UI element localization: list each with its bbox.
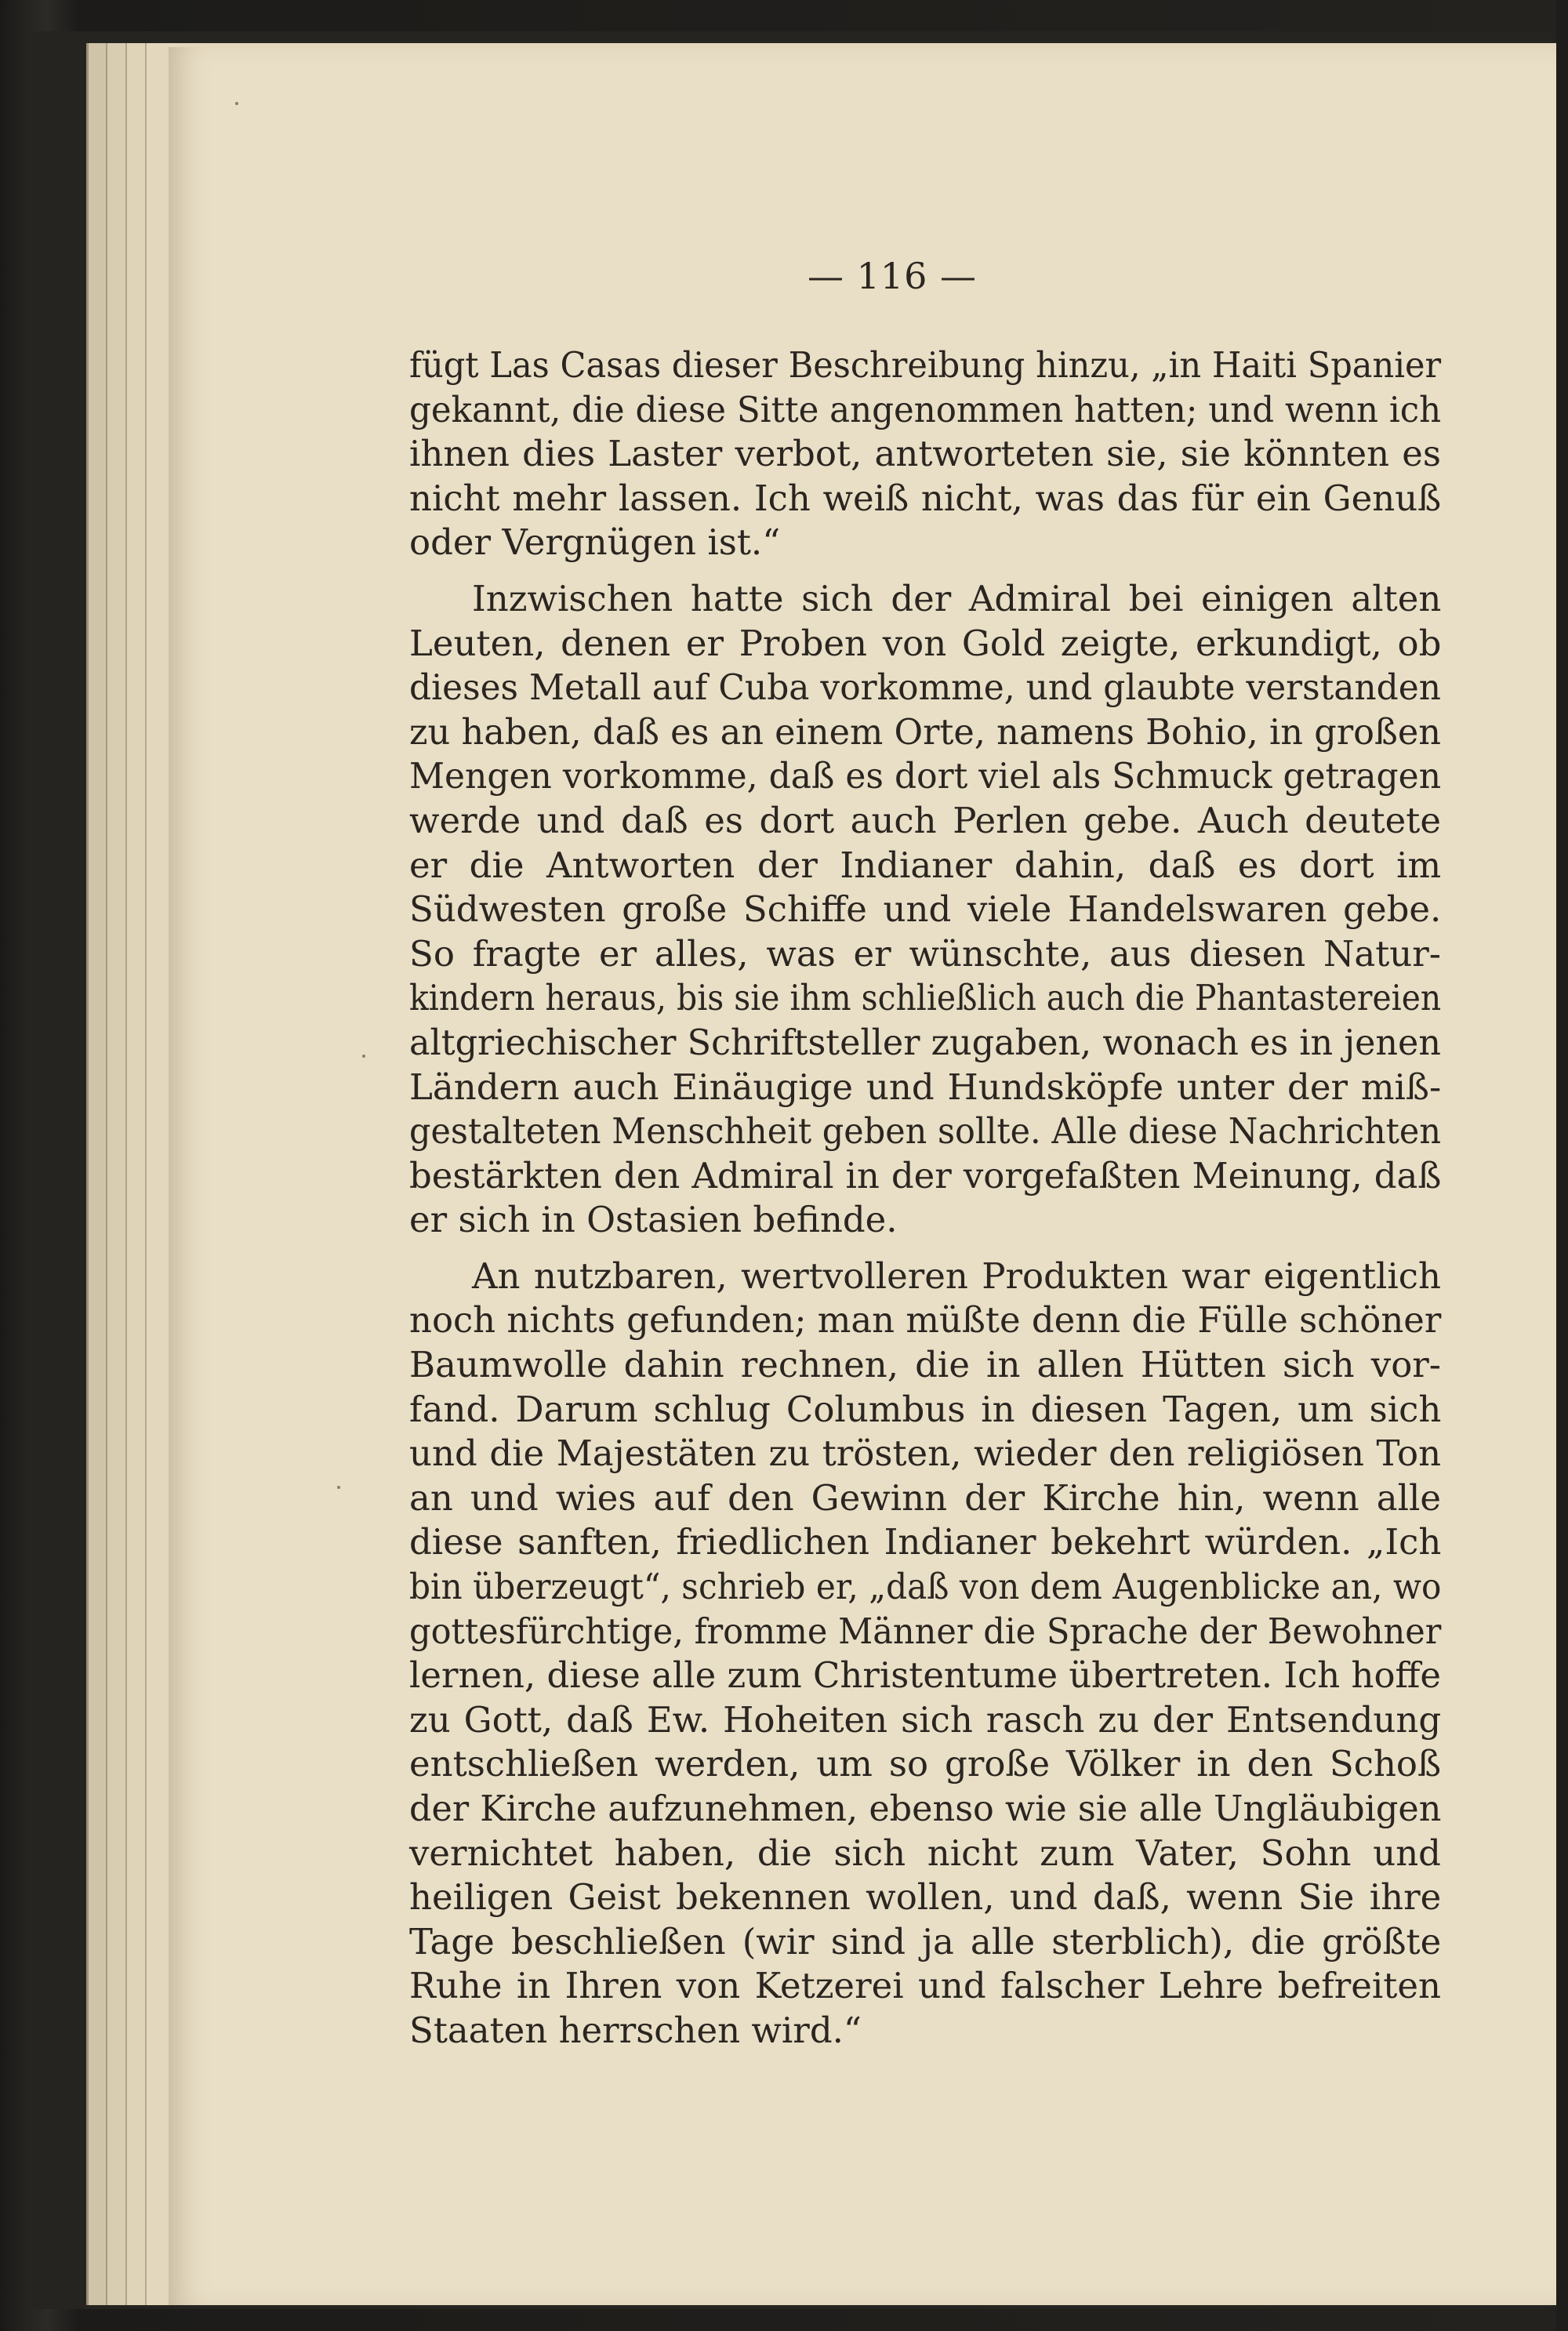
text-line: an und wies auf den Gewinn der Kirche hin, wenn alle: [409, 1476, 1441, 1519]
text-line: oder Vergnügen ist.“: [409, 521, 781, 564]
text-line: fand. Darum schlug Columbus in diesen Tagen, um sich: [409, 1388, 1442, 1430]
paper-speck: [362, 1055, 365, 1058]
text-line: zu haben, daß es an einem Orte, namens Bohio, in großen: [409, 710, 1441, 753]
text-line: Südwesten große Schiffe und viele Handelswaren gebe.: [409, 888, 1442, 931]
text-line: heiligen Geist bekennen wollen, und daß, wenn Sie ihre: [409, 1876, 1442, 1919]
text-line: bin überzeugt“, schrieb er, „daß von dem Augenblicke an, wo: [409, 1566, 1442, 1608]
page-number: — 116 —: [808, 255, 978, 297]
text-line: altgriechischer Schriftsteller zugaben, wonach es in jenen: [409, 1021, 1442, 1063]
text-line: zu Gott, daß Ew. Hoheiten sich rasch zu der Entsendung: [409, 1698, 1442, 1741]
paragraph-1: [409, 343, 1441, 565]
body-text: [409, 343, 1441, 2053]
paper-speck: [337, 1486, 340, 1489]
text-line: er die Antworten der Indianer dahin, daß es dort im: [409, 844, 1442, 886]
text-line: noch nichts gefunden; man müßte denn die Fülle schöner: [409, 1299, 1442, 1342]
text-line: Staaten herrschen wird.“: [409, 2009, 862, 2051]
text-line: Mengen vorkomme, daß es dort viel als Schmuck getragen: [409, 755, 1442, 797]
text-line: Ruhe in Ihren von Ketzerei und falscher Lehre befreiten: [409, 1965, 1441, 2007]
scan-right-edge: [1556, 0, 1568, 2331]
text-line: Ländern auch Einäugige und Hundsköpfe unter der miß-: [409, 1066, 1442, 1108]
paragraph-2: [409, 577, 1441, 1243]
text-line: diese sanften, friedlichen Indianer bekehrt würden. „Ich: [409, 1521, 1442, 1563]
text-line: nicht mehr lassen. Ich weiß nicht, was das für ein Genuß: [409, 477, 1442, 519]
text-line: er sich in Ostasien befinde.: [409, 1199, 898, 1241]
text-line: Baumwolle dahin rechnen, die in allen Hütten sich vor-: [409, 1344, 1441, 1386]
text-line: vernichtet haben, die sich nicht zum Vater, Sohn und: [409, 1832, 1441, 1874]
text-line: und die Majestäten zu trösten, wieder den religiösen Ton: [409, 1432, 1442, 1475]
text-line: bestärkten den Admiral in der vorgefaßten Meinung, daß: [409, 1154, 1442, 1196]
text-line: Tage beschließen (wir sind ja alle sterblich), die größte: [409, 1920, 1442, 1962]
text-line: gottesfürchtige, fromme Männer die Sprache der Bewohner: [409, 1610, 1442, 1652]
text-line: lernen, diese alle zum Christentume übertreten. Ich hoffe: [409, 1654, 1442, 1697]
paper-speck: [235, 102, 238, 105]
text-line: entschließen werden, um so große Völker in den Schoß: [409, 1743, 1442, 1785]
text-line: An nutzbaren, wertvolleren Produkten war eigentlich: [472, 1254, 1441, 1297]
paragraph-3: [409, 1254, 1441, 2053]
text-line: kindern heraus, bis sie ihm schließlich auch die Phantastereien: [409, 977, 1442, 1019]
text-line: der Kirche aufzunehmen, ebenso wie sie alle Ungläubigen: [409, 1788, 1442, 1829]
text-line: ihnen dies Laster verbot, antworteten sie, sie könnten es: [409, 433, 1441, 475]
text-line: gekannt, die diese Sitte angenommen hatten; und wenn ich: [409, 388, 1442, 430]
text-line: gestalteten Menschheit geben sollte. Alle diese Nachrichten: [409, 1110, 1441, 1153]
text-line: Inzwischen hatte sich der Admiral bei einigen alten: [472, 577, 1442, 619]
text-line: werde und daß es dort auch Perlen gebe. Auch deutete: [409, 799, 1441, 841]
text-line: fügt Las Casas dieser Beschreibung hinzu, „in Haiti Spanier: [409, 344, 1442, 386]
text-line: Leuten, denen er Proben von Gold zeigte, erkundigt, ob: [409, 622, 1442, 664]
text-line: So fragte er alles, was er wünschte, aus diesen Natur-: [409, 932, 1441, 975]
text-line: dieses Metall auf Cuba vorkomme, und glaubte verstanden: [409, 666, 1441, 709]
